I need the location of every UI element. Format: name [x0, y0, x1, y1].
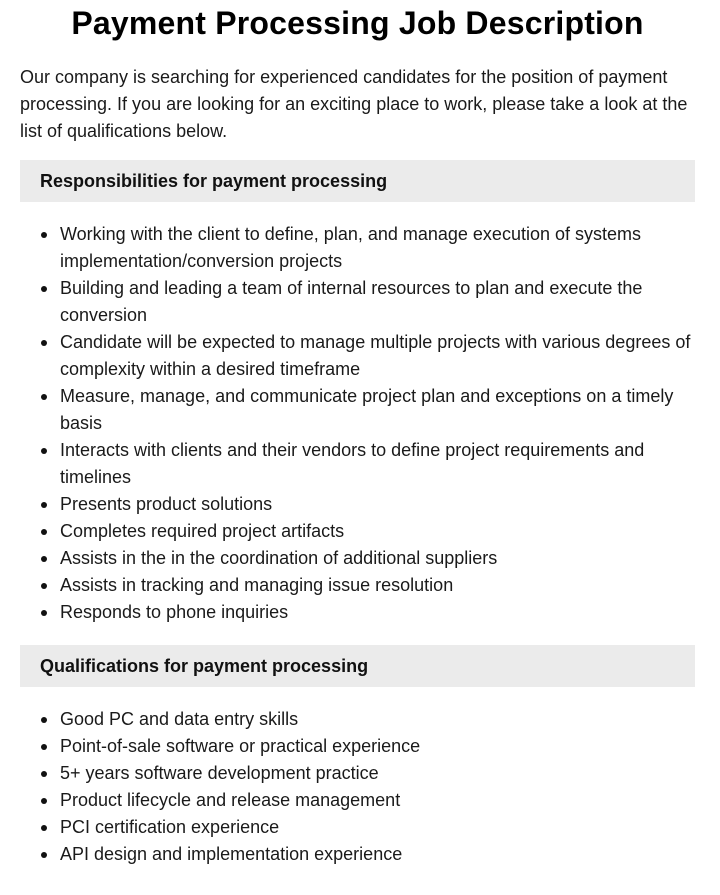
bullet-icon [41, 340, 47, 346]
bullet-icon [41, 798, 47, 804]
intro-paragraph: Our company is searching for experienced candidates for the position of payment processing. If you are looking for an exciting place to work, please take a look at the list of qualifications below. [20, 67, 688, 141]
bullet-icon [41, 448, 47, 454]
list-item [20, 221, 695, 275]
bullet-icon [41, 610, 47, 616]
bullet-icon [41, 286, 47, 292]
list-item-text: Interacts with clients and their vendors to define project requirements and timelines [60, 440, 645, 487]
list-item-text: 5+ years software development practice [60, 763, 379, 783]
list-item [20, 599, 695, 626]
bullet-icon [41, 394, 47, 400]
list-item-text: Completes required project artifacts [60, 521, 345, 541]
list-item-text: Working with the client to define, plan, and manage execution of systems implementation/conversion projects [60, 224, 641, 271]
qualifications-heading: Qualifications for payment processing [40, 655, 369, 676]
list-item [20, 760, 695, 787]
list-item [20, 437, 695, 491]
bullet-icon [41, 502, 47, 508]
list-item [20, 491, 695, 518]
list-item-text: Assists in tracking and managing issue resolution [60, 575, 454, 595]
list-item-text: Product lifecycle and release management [60, 790, 401, 810]
list-item-text: Building and leading a team of internal resources to plan and execute the conversion [60, 278, 643, 325]
responsibilities-heading: Responsibilities for payment processing [40, 170, 388, 191]
responsibilities-section-header [20, 160, 695, 202]
list-item-text: API design and implementation experience [60, 844, 403, 864]
list-item [20, 572, 695, 599]
bullet-icon [41, 232, 47, 238]
list-item-text: Responds to phone inquiries [60, 602, 289, 622]
list-item [20, 329, 695, 383]
list-item-text: Good PC and data entry skills [60, 709, 299, 729]
bullet-icon [41, 852, 47, 858]
bullet-icon [41, 771, 47, 777]
bullet-icon [41, 583, 47, 589]
bullet-icon [41, 717, 47, 723]
page-title: Payment Processing Job Description [71, 5, 644, 41]
list-item [20, 518, 695, 545]
list-item-text: Presents product solutions [60, 494, 273, 514]
list-item [20, 733, 695, 760]
list-item [20, 383, 695, 437]
list-item [20, 275, 695, 329]
list-item-text: Measure, manage, and communicate project plan and exceptions on a timely basis [60, 386, 674, 433]
list-item [20, 545, 695, 572]
list-item [20, 841, 695, 868]
list-item [20, 706, 695, 733]
qualifications-list [20, 706, 695, 868]
list-item [20, 787, 695, 814]
list-item [20, 814, 695, 841]
list-item-text: Candidate will be expected to manage multiple projects with various degrees of complexity within a desired timeframe [60, 332, 691, 379]
responsibilities-list [20, 221, 695, 626]
bullet-icon [41, 556, 47, 562]
qualifications-section-header [20, 645, 695, 687]
list-item-text: Point-of-sale software or practical experience [60, 736, 421, 756]
bullet-icon [41, 825, 47, 831]
list-item-text: Assists in the in the coordination of additional suppliers [60, 548, 498, 568]
bullet-icon [41, 529, 47, 535]
bullet-icon [41, 744, 47, 750]
list-item-text: PCI certification experience [60, 817, 280, 837]
